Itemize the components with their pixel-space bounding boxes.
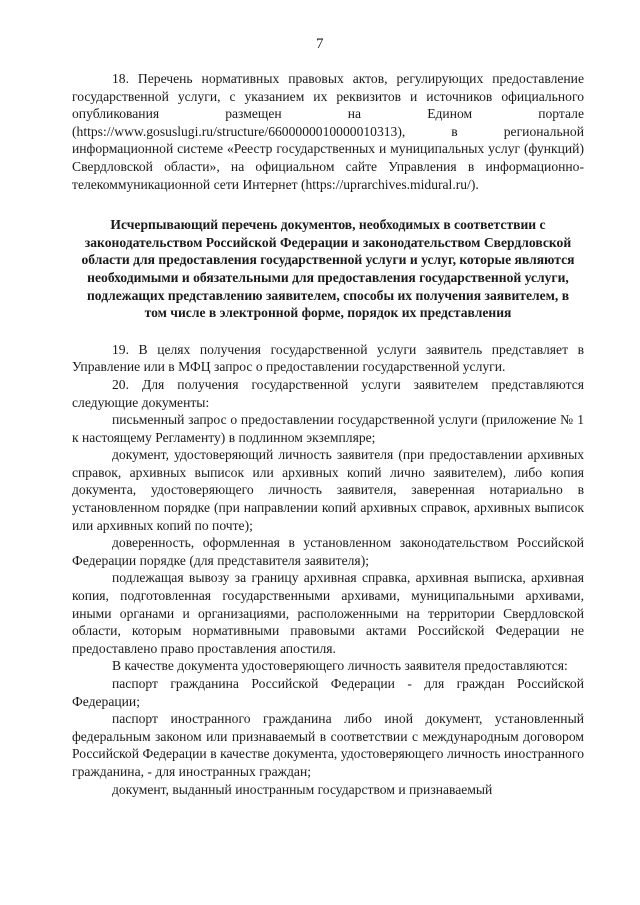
page-number: 7	[316, 36, 324, 52]
paragraph-20: 20. Для получения государственной услуги заявителем представляются следующие документы:	[72, 376, 584, 410]
list-item-ru-passport: паспорт гражданина Российской Федерации - для граждан Российской Федерации;	[72, 676, 584, 709]
list-item-foreign-passport: паспорт иностранного гражданина либо иной документ, установленный федеральным законом или признаваемый в соответствии с международным договором Российской Федерации в качестве документа, удостоверяющего личность иностранного гражданина, - для иностранных граждан;	[72, 711, 584, 779]
document-body	[72, 70, 584, 798]
list-item-power-of-attorney: доверенность, оформленная в установленном законодательством Российской Федерации порядке (для представителя заявителя);	[72, 535, 584, 568]
list-item-request: письменный запрос о предоставлении государственной услуги (приложение № 1 к настоящему Регламенту) в подлинном экземпляре;	[72, 412, 584, 445]
paragraph-identity-intro: В качестве документа удостоверяющего личность заявителя предоставляются:	[112, 658, 568, 674]
paragraph-19: 19. В целях получения государственной услуги заявитель представляет в Управление или в МФЦ запрос о предоставлении государственной услуги.	[72, 341, 584, 375]
list-item-foreign-document: документ, выданный иностранным государством и признаваемый	[112, 781, 493, 797]
list-item-identity-document: документ, удостоверяющий личность заявителя (при предоставлении архивных справок, архивных выписок или архивных копий лично заявителем), либо копия документа, удостоверяющего личность заявителя, заверенная нотариально в установленном порядке (при направлении копий архивных справок, архивных выписок или архивных копий по почте);	[72, 447, 584, 533]
list-item-archive-certificate: подлежащая вывозу за границу архивная справка, архивная выписка, архивная копия, подготовленная государственными архивами, муниципальными архивами, иными органами и организациями, расположенными на территории Свердловской области, которым нормативными правовыми актами Российской Федерации не предоставлено право проставления апостиля.	[72, 570, 584, 656]
section-heading: Исчерпывающий перечень документов, необходимых в соответствии с законодательством Российской Федерации и законодательством Свердловской области для предоставления государственной услуги и услуг, которые являются необходимыми и обязательными для предоставления государственной услуги, подлежащих представлению заявителем, способы их получения заявителем, в том числе в электронной форме, порядок их представления	[81, 217, 575, 321]
paragraph-18: 18. Перечень нормативных правовых актов, регулирующих предоставление государственной услуги, с указанием их реквизитов и источников официального опубликования размещен на Едином портале (https://www.gosuslugi.ru/structure/6600000010000010313), в региональной информационной системе «Реестр государственных и муниципальных услуг (функций) Свердловской области», на официальном сайте Управления в информационно-телекоммуникационной сети Интернет (https://uprarchives.midural.ru/).	[72, 71, 584, 192]
